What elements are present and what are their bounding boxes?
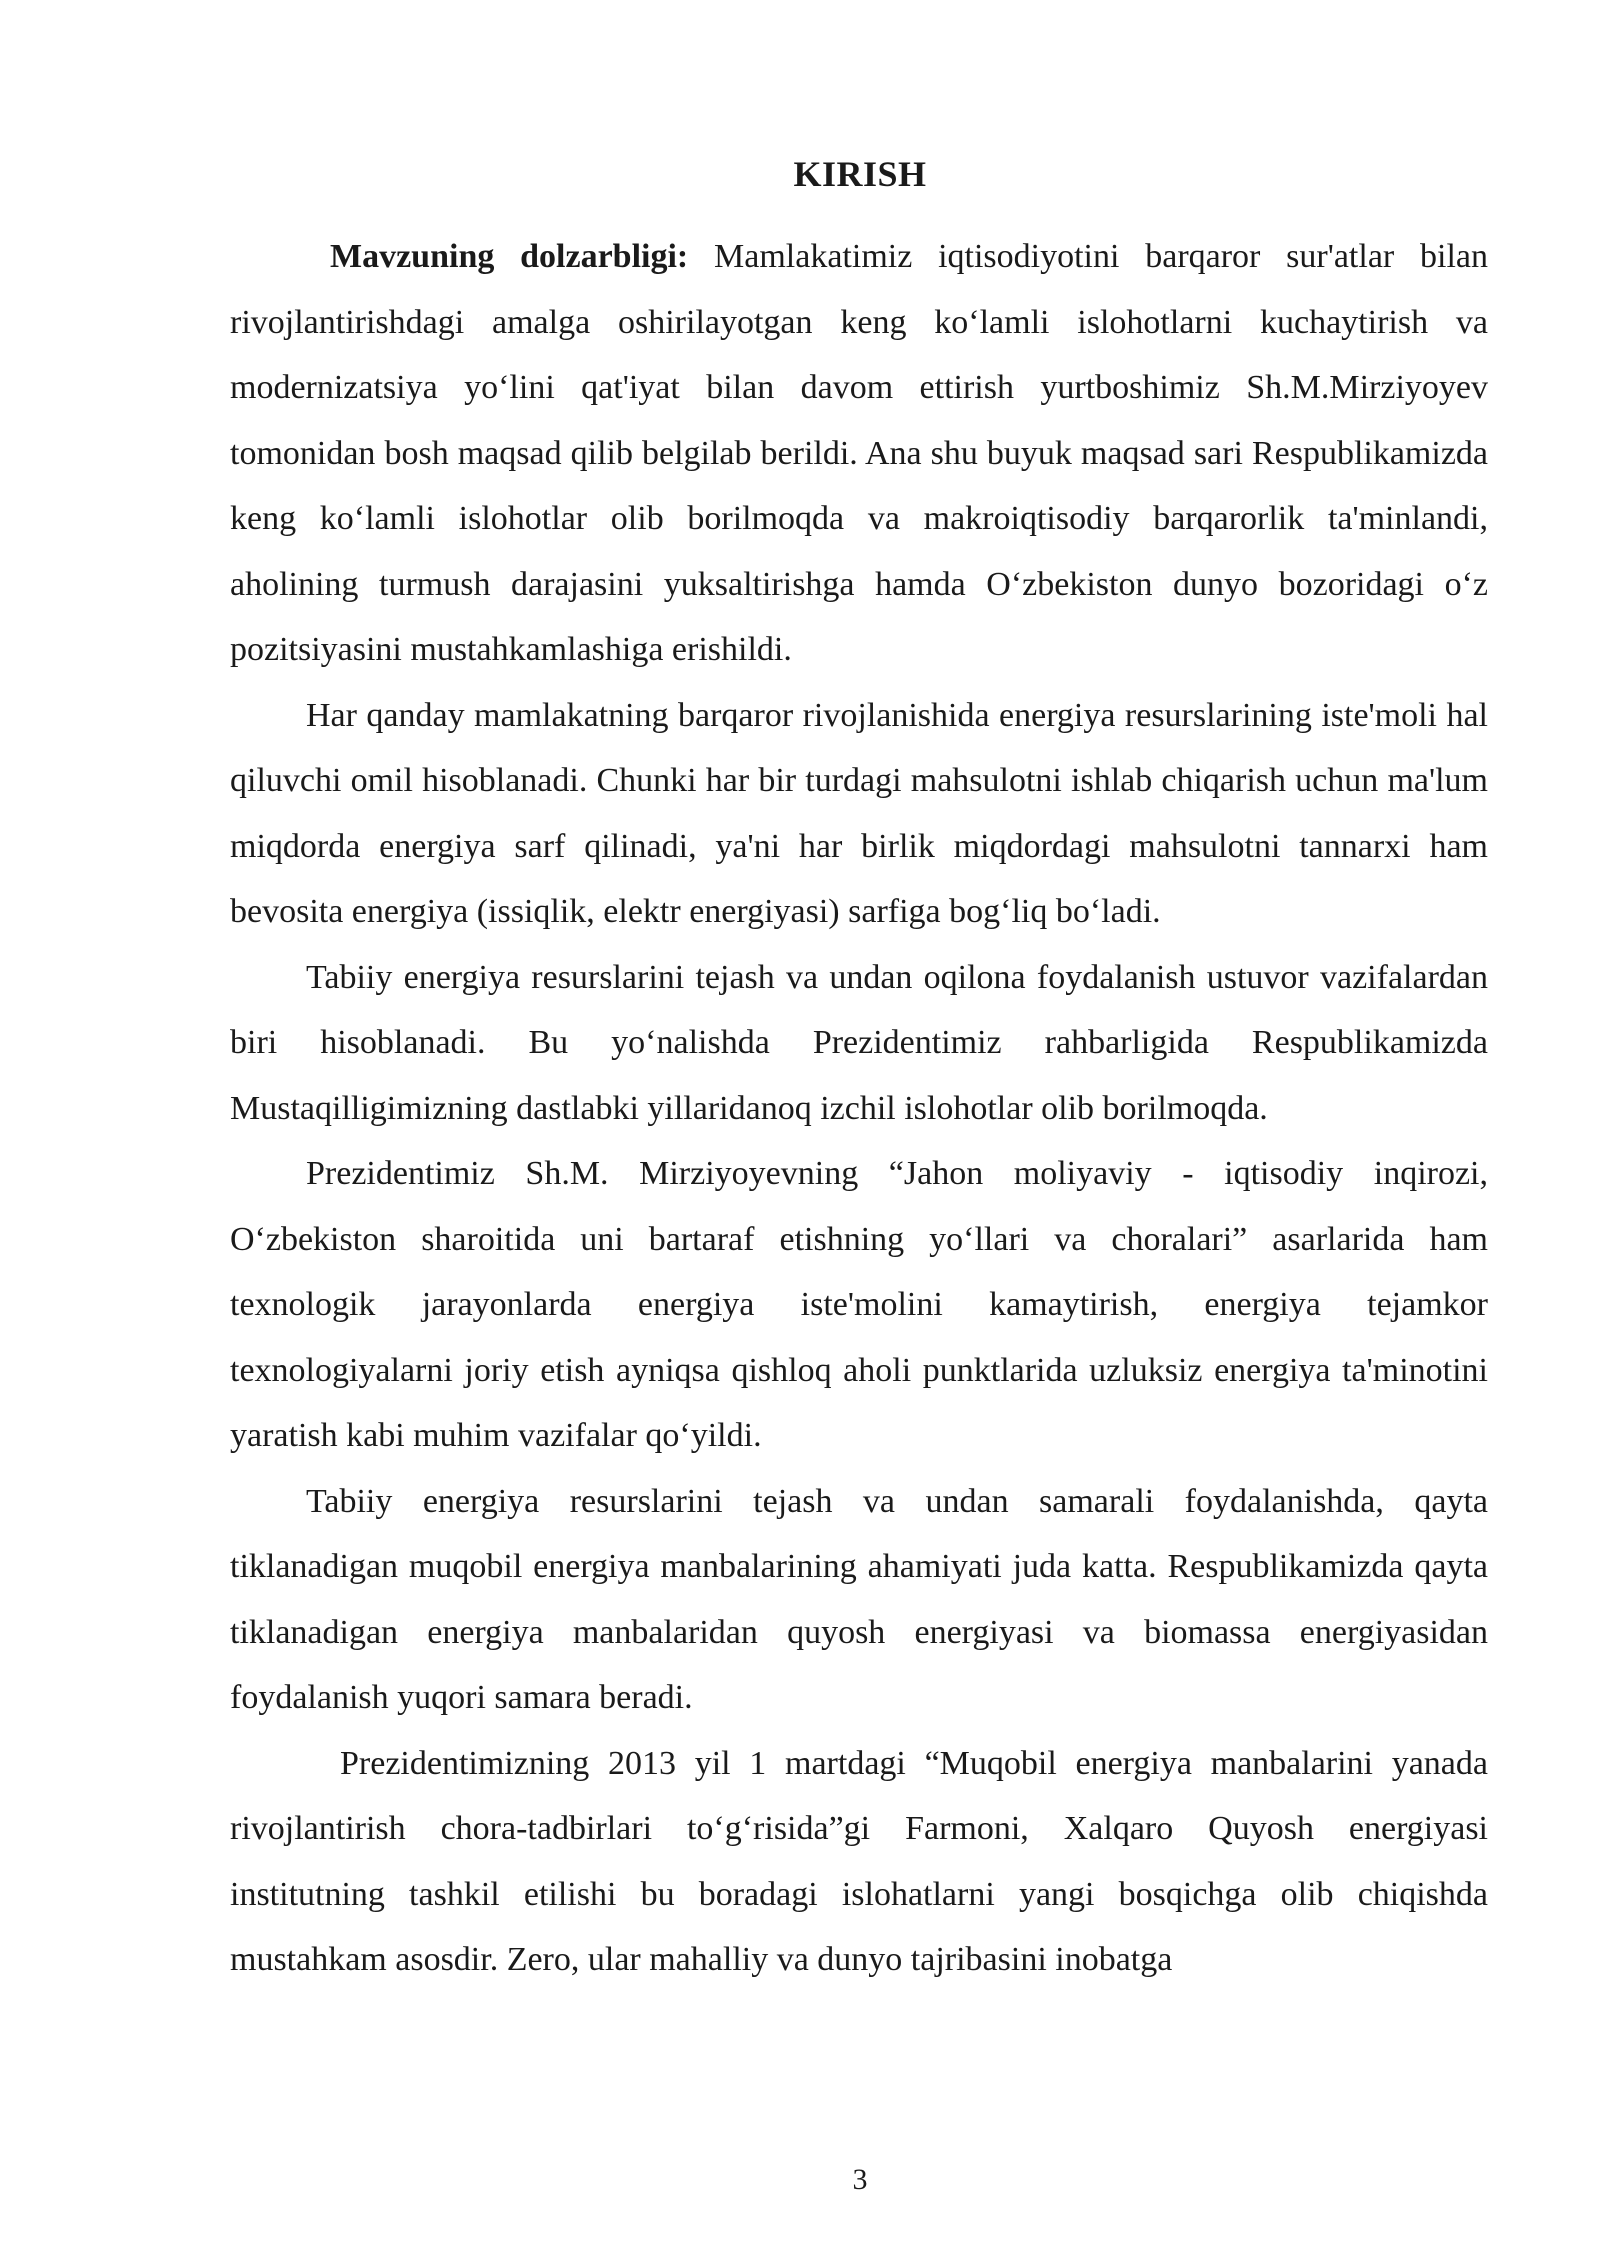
page-title: KIRISH	[793, 154, 927, 194]
paragraph-president-works: Prezidentimiz Sh.M. Mirziyoyevning “Jahon moliyaviy - iqtisodiy inqirozi, O‘zbekiston sharoitida uni bartaraf etishning yo‘llari va choralari” asarlarida ham texnologik jarayonlarda energiya iste'molini kamaytirish, energiya tejamkor texnologiyalarni joriy etish ayniqsa qishloq aholi punktlarida uzluksiz energiya ta'minotini yaratish kabi muhim vazifalar qo‘yildi.	[230, 1155, 1488, 1454]
paragraph-relevance	[230, 224, 1488, 683]
paragraph-decree: Prezidentimizning 2013 yil 1 martdagi “Muqobil energiya manbalarini yanada rivojlantirish chora-tadbirlari to‘g‘risida”gi Farmoni, Xalqaro Quyosh energiyasi institutning tashkil etilishi bu boradagi islohatlarni yangi bosqichga olib chiqishda mustahkam asosdir. Zero, ular mahalliy va dunyo tajribasini inobatga	[230, 1744, 1488, 1978]
lead-label: Mavzuning dolzarbligi:	[330, 238, 689, 275]
page-number: 3	[852, 2163, 868, 2196]
paragraph-text: Mamlakatimiz iqtisodiyotini barqaror sur'atlar bilan rivojlantirishdagi amalga oshirilayotgan keng ko‘lamli islohotlarni kuchaytirish va modernizatsiya yo‘lini qat'iyat bilan davom ettirish yurtboshimiz Sh.M.Mirziyoyev tomonidan bosh maqsad qilib belgilab berildi. Ana shu buyuk maqsad sari Respublikamizda keng ko‘lamli islohotlar olib borilmoqda va makroiqtisodiy barqarorlik ta'minlandi, aholining turmush darajasini yuksaltirishga hamda O‘zbekiston dunyo bozoridagi o‘z pozitsiyasini mustahkamlashiga erishildi.	[230, 238, 1488, 668]
paragraph-saving-resources: Tabiiy energiya resurslarini tejash va undan oqilona foydalanish ustuvor vazifalardan biri hisoblanadi. Bu yo‘nalishda Prezidentimiz rahbarligida Respublikamizda Mustaqilligimizning dastlabki yillaridanoq izchil islohotlar olib borilmoqda.	[230, 958, 1488, 1127]
paragraph-energy-consumption: Har qanday mamlakatning barqaror rivojlanishida energiya resurslarining iste'moli hal qiluvchi omil hisoblanadi. Chunki har bir turdagi mahsulotni ishlab chiqarish uchun ma'lum miqdorda energiya sarf qilinadi, ya'ni har birlik miqdordagi mahsulotni tannarxi ham bevosita energiya (issiqlik, elektr energiyasi) sarfiga bog‘liq bo‘ladi.	[230, 696, 1488, 930]
paragraph-renewable-energy: Tabiiy energiya resurslarini tejash va undan samarali foydalanishda, qayta tiklanadigan muqobil energiya manbalarining ahamiyati juda katta. Respublikamizda qayta tiklanadigan energiya manbalaridan quyosh energiyasi va biomassa energiyasidan foydalanish yuqori samara beradi.	[230, 1482, 1488, 1716]
body-text	[230, 224, 1488, 1993]
